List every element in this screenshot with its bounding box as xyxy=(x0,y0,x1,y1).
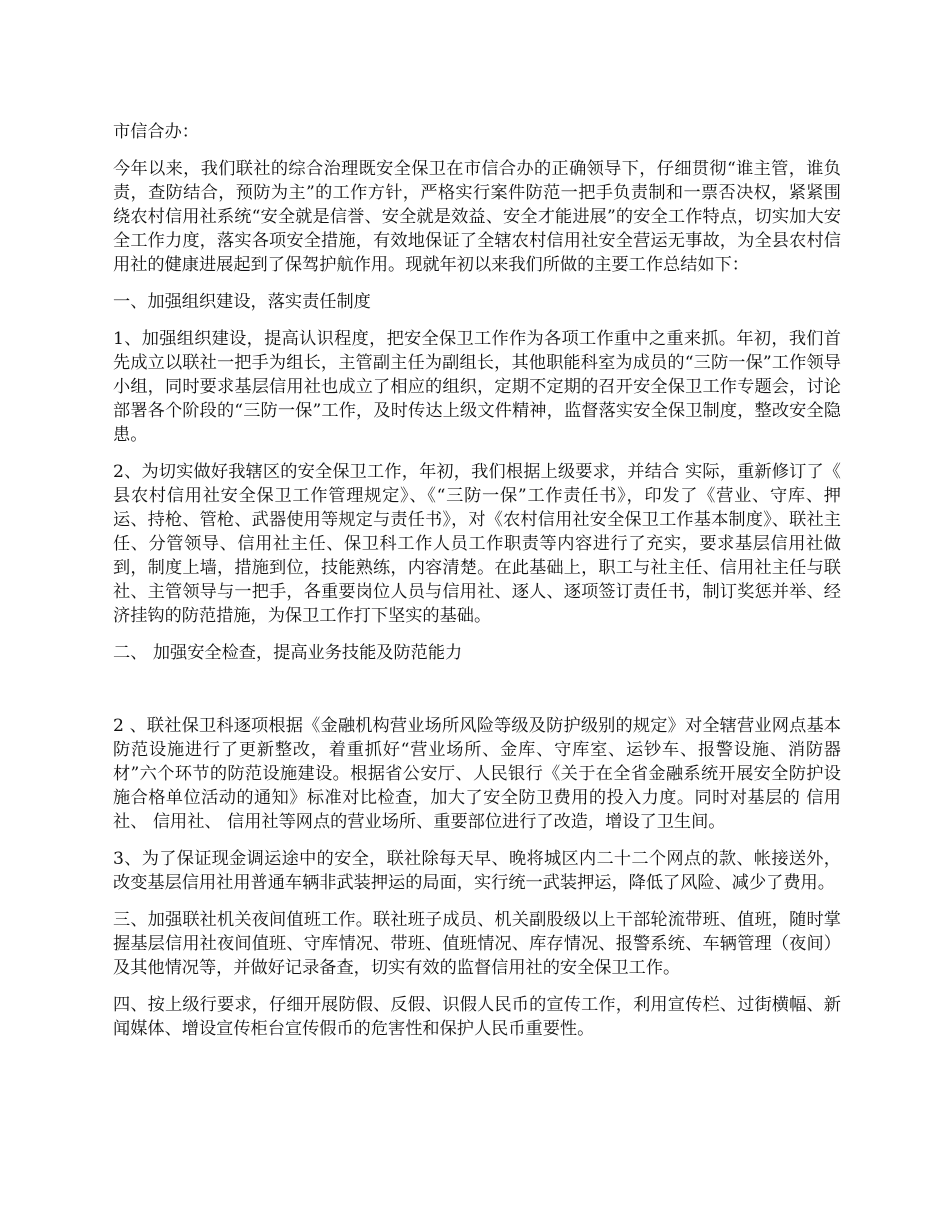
intro-paragraph: 今年以来，我们联社的综合治理既安全保卫在市信合办的正确领导下，仔细贯彻“谁主管，谁负责，查防结合，预防为主”的工作方针，严格实行案件防范一把手负责制和一票否决权，紧紧围绕农村信用社系统“安全就是信誉、安全就是效益、安全才能进展”的安全工作特点，切实加大安全工作力度，落实各项安全措施，有效地保证了全辖农村信用社安全营运无事故，为全县农村信用社的健康进展起到了保驾护航作用。现就年初以来我们所做的主要工作总结如下： xyxy=(113,159,841,275)
section-4-paragraph: 四、按上级行要求，仔细开展防假、反假、识假人民币的宣传工作，利用宣传栏、过街横幅、新闻媒体、增设宣传柜台宣传假币的危害性和保护人民币重要性。 xyxy=(113,995,841,1039)
document-body xyxy=(113,120,841,1054)
section-1-paragraph-1: 1、加强组织建设，提高认识程度，把安全保卫工作作为各项工作重中之重来抓。年初，我们首先成立以联社一把手为组长，主管副主任为副组长，其他职能科室为成员的“三防一保”工作领导小组，同时要求基层信用社也成立了相应的组织，定期不定期的召开安全保卫工作专题会，讨论部署各个阶段的“三防一保”工作，及时传达上级文件精神，监督落实安全保卫制度，整改安全隐患。 xyxy=(113,329,841,445)
blank-gap xyxy=(113,678,841,714)
section-1-heading: 一、加强组织建设，落实责任制度 xyxy=(113,292,371,312)
section-2-paragraph-3: 3、为了保证现金调运途中的安全，联社除每天早、晚将城区内二十二个网点的款、帐接送外，改变基层信用社用普通车辆非武装押运的局面，实行统一武装押运，降低了风险、减少了费用。 xyxy=(113,849,841,893)
section-2-heading: 二、 加强安全检查，提高业务技能及防范能力 xyxy=(113,643,463,663)
section-1-paragraph-2: 2、为切实做好我辖区的安全保卫工作，年初，我们根据上级要求，并结合 实际，重新修订了《 县农村信用社安全保卫工作管理规定》、《“三防一保”工作责任书》，印发了《营业、守库、押运、持枪、管枪、武器使用等规定与责任书》，对《农村信用社安全保卫工作基本制度》、联社主任、分管领导、信用社主任、保卫科工作人员工作职责等内容进行了充实，要求基层信用社做到，制度上墙，措施到位，技能熟练，内容清楚。在此基础上，职工与社主任、信用社主任与联社、主管领导与一把手，各重要岗位人员与信用社、逐人、逐项签订责任书，制订奖惩并举、经济挂钩的防范措施，为保卫工作打下坚实的基础。 xyxy=(113,462,841,626)
section-2-paragraph-2: 2 、联社保卫科逐项根据《金融机构营业场所风险等级及防护级别的规定》对全辖营业网点基本防范设施进行了更新整改，着重抓好“营业场所、金库、守库室、运钞车、报警设施、消防器材”六个环节的防范设施建设。根据省公安厅、人民银行《关于在全省金融系统开展安全防护设施合格单位活动的通知》标准对比检查，加大了安全防卫费用的投入力度。同时对基层的 信用社、 信用社、 信用社等网点的营业场所、重要部位进行了改造，增设了卫生间。 xyxy=(113,716,841,832)
section-3-paragraph: 三、加强联社机关夜间值班工作。联社班子成员、机关副股级以上干部轮流带班、值班，随时掌握基层信用社夜间值班、守库情况、带班、值班情况、库存情况、报警系统、车辆管理（夜间）及其他情况等，并做好记录备查，切实有效的监督信用社的安全保卫工作。 xyxy=(113,910,841,978)
salutation: 市信合办： xyxy=(113,122,199,142)
